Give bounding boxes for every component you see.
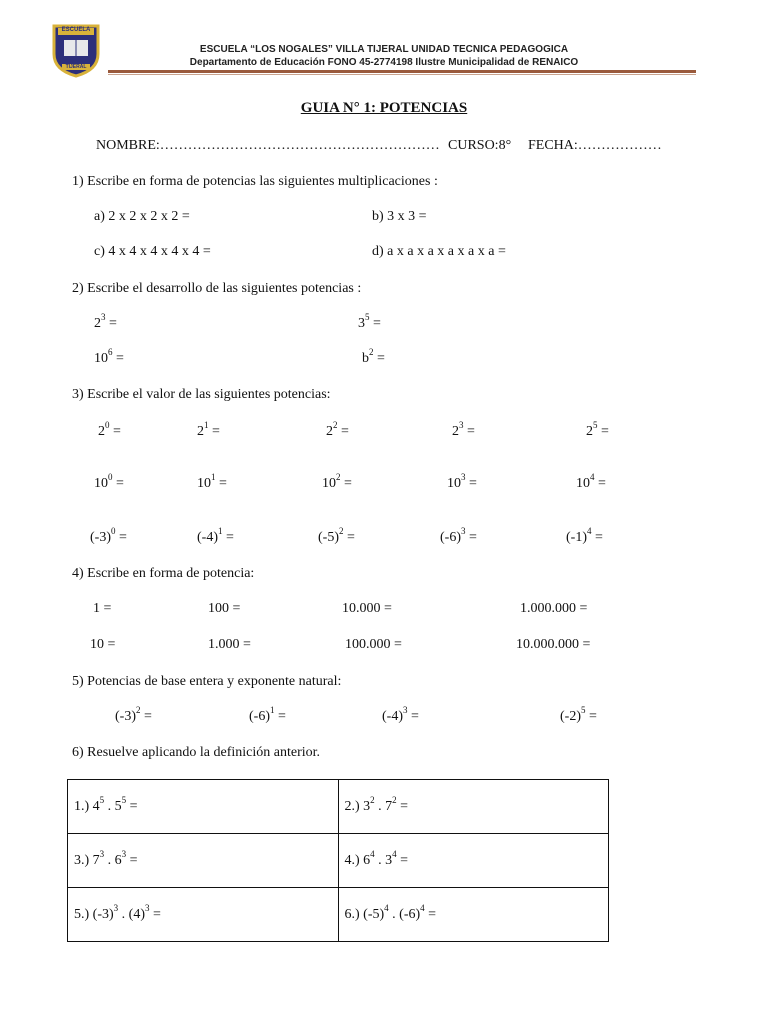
s5-item: $(-3)^2$ = — [115, 705, 152, 724]
s3-item: $(-3)^0$ = — [90, 526, 127, 545]
section1-heading: 1) Escribe en forma de potencias las siguientes multiplicaciones : — [72, 174, 438, 189]
table-cell: 4.) $6^4$ . $3^4$ = — [338, 834, 609, 888]
table-cell: 1.) $4^5$ . $5^5$ = — [68, 780, 339, 834]
s5-item: $(-2)^5$ = — [560, 705, 597, 724]
s3-item: $2^3$ = — [452, 420, 475, 439]
s4-item: 10 = — [90, 637, 116, 652]
section2-heading: 2) Escribe el desarrollo de las siguientes potencias : — [72, 281, 362, 296]
header-rule — [108, 70, 696, 73]
s1-item-b: b) 3 x 3 = — [372, 209, 427, 224]
s2-item: $10^6$ = — [94, 347, 124, 366]
section4-heading: 4) Escribe en forma de potencia: — [72, 566, 255, 581]
s5-item: $(-4)^3$ = — [382, 705, 419, 724]
school-header-line2: Departamento de Educación FONO 45-2774198 Ilustre Municipalidad de RENAICO — [189, 57, 579, 68]
s3-item: $2^0$ = — [98, 420, 121, 439]
school-header-line1: ESCUELA “LOS NOGALES” VILLA TIJERAL UNIDAD TECNICA PEDAGOGICA — [199, 44, 569, 55]
s3-item: $2^2$ = — [326, 420, 349, 439]
s3-item: $(-6)^3$ = — [440, 526, 477, 545]
s2-item: $b^2$ = — [362, 347, 385, 366]
s4-item: 100 = — [208, 601, 241, 616]
date-field: FECHA:……………… — [528, 138, 662, 153]
s3-item: $2^1$ = — [197, 420, 220, 439]
logo-text-top: ESCUELA — [61, 27, 91, 33]
table-cell: 3.) $7^3$ . $6^3$ = — [68, 834, 339, 888]
exercise-table — [67, 779, 609, 942]
section5-heading: 5) Potencias de base entera y exponente natural: — [72, 674, 342, 689]
s3-item: $2^5$ = — [586, 420, 609, 439]
s4-item: 10.000 = — [342, 601, 392, 616]
s5-item: $(-6)^1$ = — [249, 705, 286, 724]
s3-item: $(-1)^4$ = — [566, 526, 603, 545]
table-row — [68, 888, 609, 942]
s3-item: $(-5)^2$ = — [318, 526, 355, 545]
s4-item: 1.000 = — [208, 637, 251, 652]
section6-heading: 6) Resuelve aplicando la definición anterior. — [72, 745, 321, 760]
course-field: CURSO:8° — [448, 138, 512, 153]
name-field: NOMBRE:…………………………………………………… — [96, 138, 440, 153]
s3-item: $10^3$ = — [447, 472, 477, 491]
table-cell: 6.) $(-5)^4$ . $(-6)^4$ = — [338, 888, 609, 942]
table-cell: 5.) $(-3)^3$ . $(4)^3$ = — [68, 888, 339, 942]
page-title: GUIA N° 1: POTENCIAS — [300, 100, 468, 116]
s2-item: $2^3$ = — [94, 312, 117, 331]
s4-item: 1 = — [93, 601, 112, 616]
table-cell: 2.) $3^2$ . $7^2$ = — [338, 780, 609, 834]
table-row — [68, 780, 609, 834]
s3-item: $10^1$ = — [197, 472, 227, 491]
s1-item-a: a) 2 x 2 x 2 x 2 = — [94, 209, 190, 224]
s4-item: 100.000 = — [345, 637, 402, 652]
logo-text-bottom: TIJERAL — [65, 64, 87, 70]
table-row — [68, 834, 609, 888]
s3-item: $10^2$ = — [322, 472, 352, 491]
section3-heading: 3) Escribe el valor de las siguientes potencias: — [72, 387, 331, 402]
header-rule-thin — [108, 74, 696, 75]
s1-item-d: d) a x a x a x a x a x a = — [372, 244, 506, 259]
s3-item: $(-4)^1$ = — [197, 526, 234, 545]
s4-item: 10.000.000 = — [516, 637, 591, 652]
s3-item: $10^4$ = — [576, 472, 606, 491]
s2-item: $3^5$ = — [358, 312, 381, 331]
s1-item-c: c) 4 x 4 x 4 x 4 x 4 = — [94, 244, 211, 259]
s4-item: 1.000.000 = — [520, 601, 588, 616]
s3-item: $10^0$ = — [94, 472, 124, 491]
